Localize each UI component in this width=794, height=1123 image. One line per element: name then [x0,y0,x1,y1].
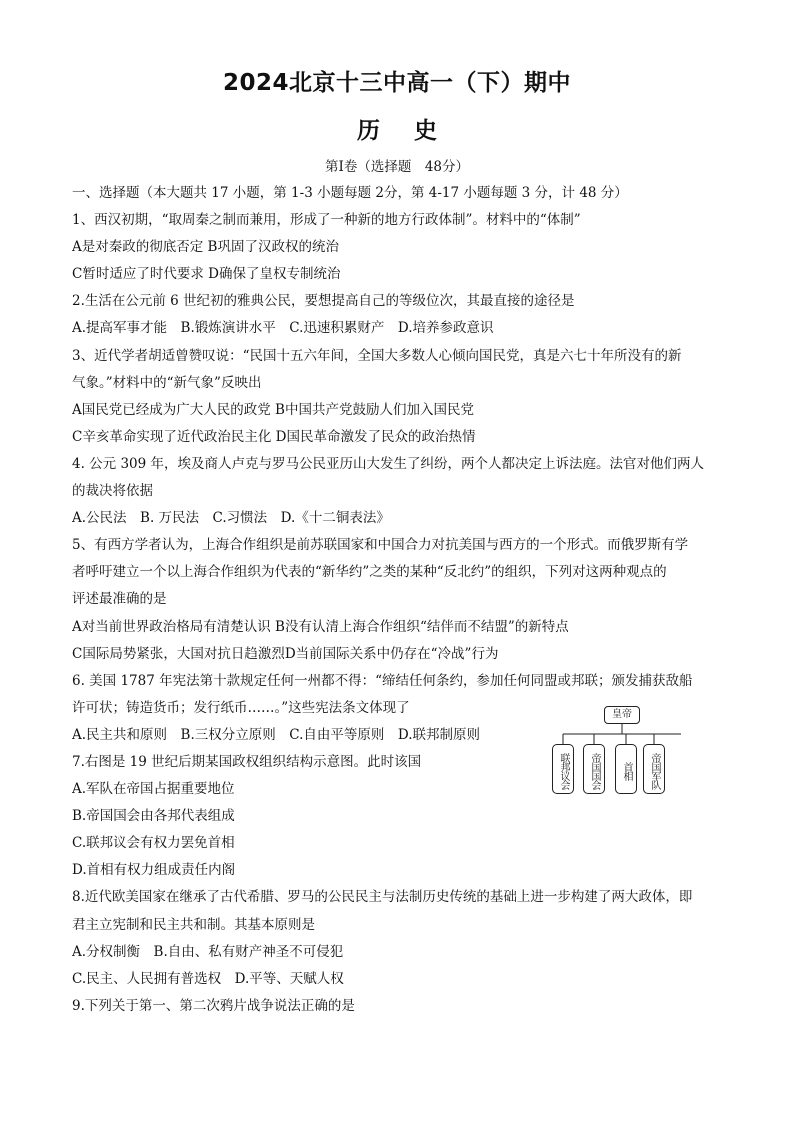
question-7-option-a: A.军队在帝国占据重要地位 [72,781,235,798]
question-7-option-c: C.联邦议会有权力罢免首相 [72,835,235,852]
imperial-army-box: 帝国军队 [643,744,665,794]
question-4-stem-line1: 4. 公元 309 年，埃及商人卢克与罗马公民亚历山大发生了纠纷，两个人都决定上诉法庭。法官对他们两人 [72,455,705,472]
question-list [72,180,724,1020]
instructions-line: 一、选择题（本大题共 17 小题，第 1-3 小题每题 2分，第 4-17 小题每题 3 分，计 48 分） [72,185,628,201]
emperor-box: 皇帝 [604,706,640,724]
question-8-stem-line1: 8.近代欧美国家在继承了古代希腊、罗马的公民民主与法制历史传统的基础上进一步构建了两大政体，即 [72,889,693,906]
question-3-stem-line2: 气象。”材料中的“新气象”反映出 [72,374,262,391]
question-1-options-cd: C暂时适应了时代要求 D确保了皇权专制统治 [72,266,341,283]
question-8-stem-line2: 君主立宪制和民主共和制。其基本原则是 [72,916,315,933]
question-9-stem: 9.下列关于第一、第二次鸦片战争说法正确的是 [72,997,355,1014]
question-6-options: A.民主共和原则 B.三权分立原则 C.自由平等原则 D.联邦制原则 [72,726,481,743]
question-8-options-ab: A.分权制衡 B.自由、私有财产神圣不可侵犯 [72,943,344,960]
question-6-stem-line1: 6. 美国 1787 年宪法第十款规定任何一州都不得：“缔结任何条约，参加任何同盟或邦联；颁发捕获敌船 [72,672,693,689]
question-5-options-ab: A对当前世界政治格局有清楚认识 B没有认清上海合作组织“结伴而不结盟”的新特点 [72,618,569,635]
question-1-stem: 1、西汉初期，“取周秦之制而兼用，形成了一种新的地方行政体制”。材料中的“体制” [72,212,581,229]
question-6-stem-line2: 许可状；铸造货币；发行纸币……。”这些宪法条文体现了 [72,699,410,716]
government-structure-diagram [549,706,695,796]
question-1-options-ab: A是对秦政的彻底否定 B巩固了汉政权的统治 [72,239,339,256]
question-7-option-b: B.帝国国会由各邦代表组成 [72,808,235,825]
question-7-stem: 7.右图是 19 世纪后期某国政权组织结构示意图。此时该国 [72,753,422,770]
question-3-stem-line1: 3、近代学者胡适曾赞叹说：“民国十五六年间，全国大多数人心倾向国民党，真是六七十年所没有的新 [72,347,682,364]
federal-council-box: 联邦议会 [552,744,574,794]
question-5-options-cd: C国际局势紧张，大国对抗日趋激烈D当前国际关系中仍存在“冷战”行为 [72,645,499,662]
chancellor-box: 首相 [615,744,637,794]
subject-title: 历史 [357,118,471,144]
question-5-stem-line3: 评述最准确的是 [72,591,167,608]
question-5-stem-line1: 5、有西方学者认为，上海合作组织是前苏联国家和中国合力对抗美国与西方的一个形式。而俄罗斯有学 [72,537,689,554]
question-4-options: A.公民法 B. 万民法 C.习惯法 D.《十二铜表法》 [72,510,390,527]
exam-title: 2024北京十三中高一（下）期中 [222,70,571,96]
question-7-option-d: D.首相有权力组成责任内阁 [72,862,236,879]
question-3-options-cd: C辛亥革命实现了近代政治民主化 D国民革命激发了民众的政治热情 [72,428,476,445]
question-5-stem-line2: 者呼吁建立一个以上海合作组织为代表的“新华约”之类的某种“反北约”的组织，下列对这两种观点的 [72,564,667,581]
question-2-stem: 2.生活在公元前 6 世纪初的雅典公民，要想提高自己的等级位次，其最直接的途径是 [72,293,575,310]
question-4-stem-line2: 的裁决将依据 [72,483,153,500]
question-2-options: A.提高军事才能 B.锻炼演讲水平 C.迅速积累财产 D.培养参政意识 [72,320,494,337]
question-3-options-ab: A国民党已经成为广大人民的政党 B中国共产党鼓励人们加入国民党 [72,401,474,418]
question-8-options-cd: C.民主、人民拥有普选权 D.平等、天赋人权 [72,970,344,987]
imperial-diet-box: 帝国国会 [583,744,605,794]
section-heading: 第Ⅰ卷（选择题 48分） [324,159,469,175]
